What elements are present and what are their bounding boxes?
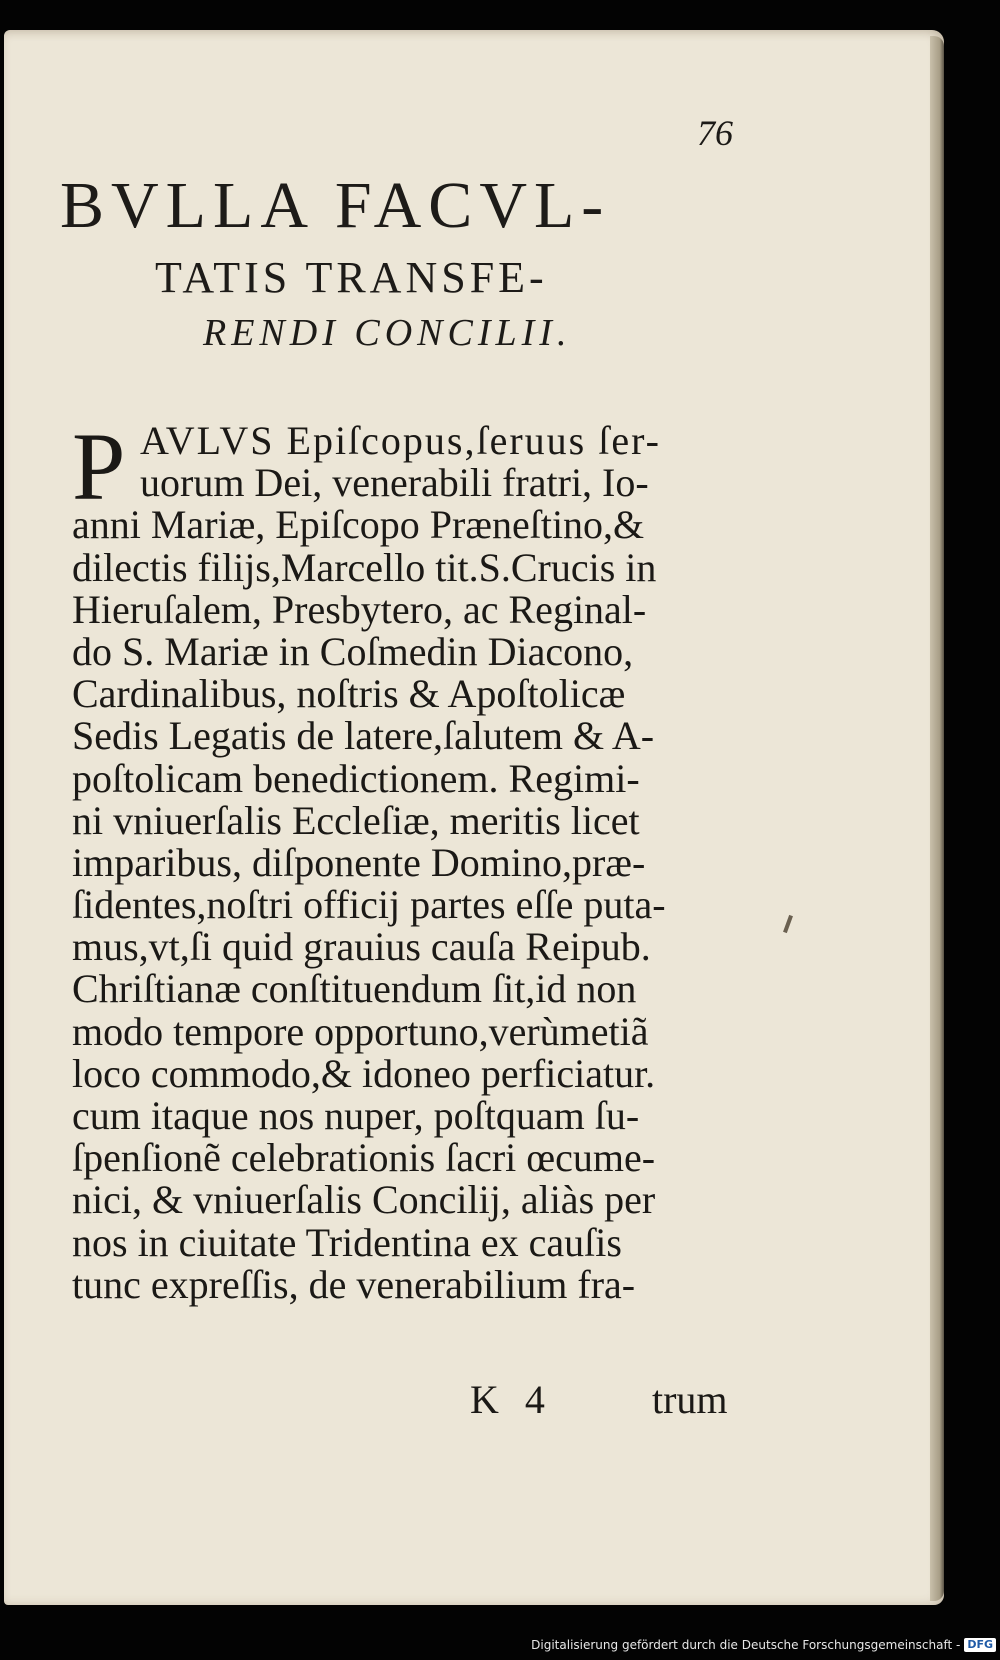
text-line: poſtolicam benedictionem. Regimi-	[72, 755, 640, 801]
text-line: imparibus, diſponente Domino,præ-	[72, 839, 646, 885]
page-edge	[930, 36, 944, 1601]
signature-mark: K 4	[470, 1377, 553, 1422]
title-line-1: BVLLA FACVL-	[60, 169, 611, 242]
text-line: AVLVS Epiſcopus,ſeruus ſer-	[140, 418, 661, 463]
text-line: nos in ciuitate Tridentina ex cauſis	[72, 1219, 622, 1265]
text-line: mus,vt,ſi quid grauius cauſa Reipub.	[72, 924, 651, 970]
drop-cap-initial: P	[72, 413, 126, 520]
text-line: modo tempore opportuno,verùmetiã	[72, 1008, 649, 1054]
text-line: do S. Mariæ in Coſmedin Diacono,	[72, 628, 634, 674]
dfg-logo-icon: DFG	[964, 1638, 996, 1652]
funding-notice	[531, 1638, 996, 1652]
title-line-2: TATIS TRANSFE-	[155, 253, 548, 302]
page-title	[60, 168, 760, 355]
catchword: trum	[652, 1377, 728, 1422]
text-line: loco commodo,& idoneo perficiatur.	[72, 1050, 656, 1096]
text-line: anni Mariæ, Epiſcopo Præneſtino,&	[72, 502, 645, 548]
text-line: nici, & vniuerſalis Concilij, aliàs per	[72, 1177, 656, 1223]
text-line: ſpenſionẽ celebrationis ſacri œcume-	[72, 1135, 656, 1181]
folio-number: 76	[697, 113, 733, 153]
text-line: Hieruſalem, Presbytero, ac Reginal-	[72, 586, 647, 632]
text-line: cum itaque nos nuper, poſtquam ſu-	[72, 1093, 640, 1138]
title-line-3: RENDI CONCILII.	[203, 312, 572, 354]
text-line: Sedis Legatis de latere,ſalutem & A-	[72, 713, 655, 759]
text-line: uorum Dei, venerabili fratri, Io-	[140, 460, 649, 506]
text-line: Cardinalibus, noſtris & Apoſtolicæ	[72, 671, 626, 717]
text-line: dilectis filijs,Marcello tit.S.Crucis in	[72, 544, 657, 590]
body-text	[72, 413, 752, 1307]
text-line: ſidentes,noſtri officij partes eſſe puta-	[72, 882, 666, 928]
text-line: ni vniuerſalis Eccleſiæ, meritis licet	[72, 797, 640, 843]
text-line: tunc expreſſis, de venerabilium fra-	[72, 1261, 636, 1307]
text-line: Chriſtianæ conſtituendum ſit,id non	[72, 966, 637, 1012]
funding-text: Digitalisierung gefördert durch die Deutsche Forschungsgemeinschaft -	[531, 1638, 961, 1652]
